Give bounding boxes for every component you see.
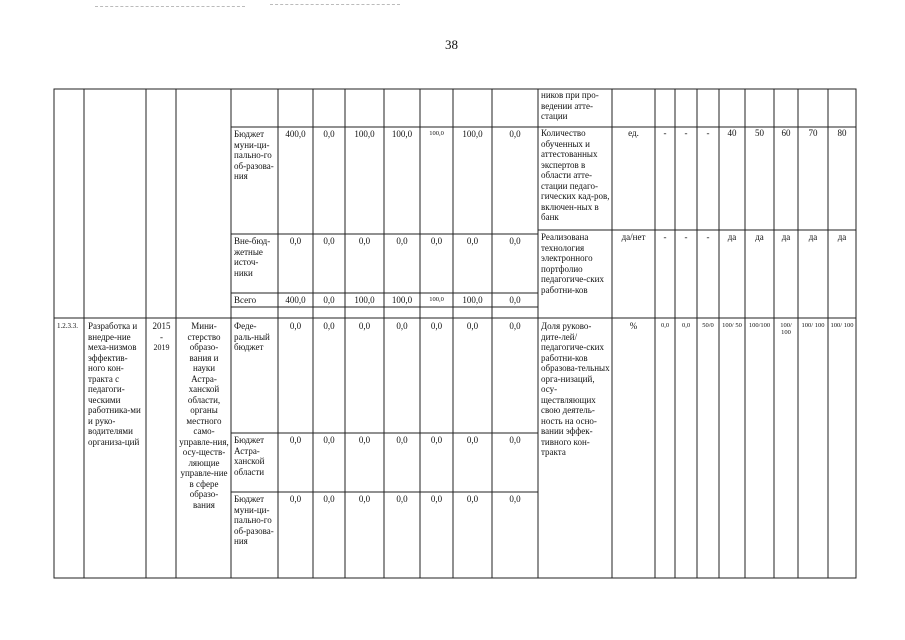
funding-value: 0,0 [509,295,521,305]
years-end: 2019 [153,343,170,352]
funding-value: 0,0 [430,321,443,331]
indicator-text: Количество обученных и аттестованных экспертов в области атте-стации педаго-гических кад-ров, включен-ных в банк [541,128,610,222]
indicator-value: 80 [837,128,847,138]
funding-value: 0,0 [358,435,371,445]
funding-value: 0,0 [323,295,335,305]
funding-value: 0,0 [466,435,479,445]
indicator-unit: ед. [628,128,639,138]
indicator-value: - [706,232,710,242]
funding-value: 0,0 [358,494,371,504]
years-dash: - [160,332,163,342]
funding-value: 100,0 [354,129,375,139]
funding-value: 0,0 [509,435,521,445]
indicator-unit: да/нет [621,232,646,242]
funding-value: 0,0 [509,236,521,246]
indicator-value: 100/ 100 [801,322,825,329]
funding-value: 0,0 [358,236,371,246]
funding-value: 0,0 [509,494,521,504]
indicator-value: 100/ 50 [722,322,742,329]
indicator-value: да [808,232,818,242]
funding-value: 100,0 [354,295,375,305]
funding-value: 100,0 [429,130,444,137]
item-name: Разработка и внедре-ние меха-низмов эффектив-ного кон-тракта с педагоги-ческими работника-ми и руко-водителями организа-ций [88,321,141,447]
funding-value: 0,0 [466,494,479,504]
indicator-value: 70 [808,128,818,138]
indicator-unit: % [629,321,638,331]
indicator-value: 50/0 [702,322,714,329]
funding-value: 0,0 [466,321,479,331]
indicator-value: - [684,232,688,242]
indicator-value: да [837,232,847,242]
indicator-value: 60 [781,128,791,138]
funding-value: 100,0 [391,129,413,139]
indicator-value: - [706,128,710,138]
funding-value: 100,0 [429,296,444,303]
funding-value: 100,0 [391,295,413,305]
funding-source-name: Вне-бюд-жетные источ-ники [234,236,271,278]
funding-value: 0,0 [396,236,408,246]
funding-value: 0,0 [323,321,335,331]
funding-value: 0,0 [509,129,521,139]
funding-source-name: Всего [234,295,257,305]
funding-value: 0,0 [396,494,408,504]
indicator-value: да [755,232,764,242]
executor: Мини-стерство образо-вания и науки Астра-ханской области, органы местного само-управле-ния, осу-ществ-ляющие управле-ние в сфере образо-вания [179,321,229,510]
indicator-value: 0,0 [660,322,670,329]
page-number: 38 [445,37,458,52]
funding-value: 0,0 [509,321,521,331]
indicator-value: 100/ 100 [830,322,854,329]
indicator-value: 100/100 [748,322,771,329]
indicator-value: 50 [755,128,764,138]
indicator-text: Реализована технология электронного портфолио педагогиче-ских работни-ков [541,232,604,295]
funding-value: 0,0 [289,321,302,331]
funding-value: 0,0 [430,435,443,445]
indicator-value: да [727,232,737,242]
item-code: 1.2.3.3. [57,322,78,330]
funding-value: 0,0 [323,236,335,246]
indicator-value: 100/ 100 [780,322,792,336]
indicator-value: - [663,128,667,138]
funding-value: 0,0 [358,321,371,331]
funding-value: 100,0 [462,129,483,139]
funding-value: 0,0 [396,321,408,331]
funding-source-name: Феде-раль-ный бюджет [234,321,270,352]
indicator-value: 0,0 [681,322,691,329]
funding-value: 0,0 [466,236,479,246]
indicator-value: - [684,128,688,138]
indicator-value: - [663,232,667,242]
funding-value: 400,0 [285,295,306,305]
funding-value: 400,0 [285,129,306,139]
funding-value: 0,0 [396,435,408,445]
indicator-value: да [781,232,791,242]
funding-value: 0,0 [430,236,443,246]
funding-value: 100,0 [462,295,483,305]
funding-value: 0,0 [289,236,302,246]
funding-value: 0,0 [430,494,443,504]
years-start: 2015 [152,321,171,331]
funding-source-name: Бюджет муни-ци-пально-го об-разова-ния [234,494,274,546]
funding-source-name: Бюджет Астра-ханской области [234,435,265,477]
indicator-text: ников при про-ведении атте-стации [541,90,599,121]
indicator-value: 40 [727,128,737,138]
funding-source-name: Бюджет муни-ци-пально-го об-разова-ния [234,129,274,181]
indicator-text: Доля руково-дите-лей/педагогиче-ских работни-ков образова-тельных орга-низаций, осу-ществляющих свою деятель-ность на осно-вании эффек-тивного кон-тракта [541,321,610,457]
funding-value: 0,0 [289,435,302,445]
funding-value: 0,0 [289,494,302,504]
funding-value: 0,0 [323,129,335,139]
funding-value: 0,0 [323,494,335,504]
funding-value: 0,0 [323,435,335,445]
